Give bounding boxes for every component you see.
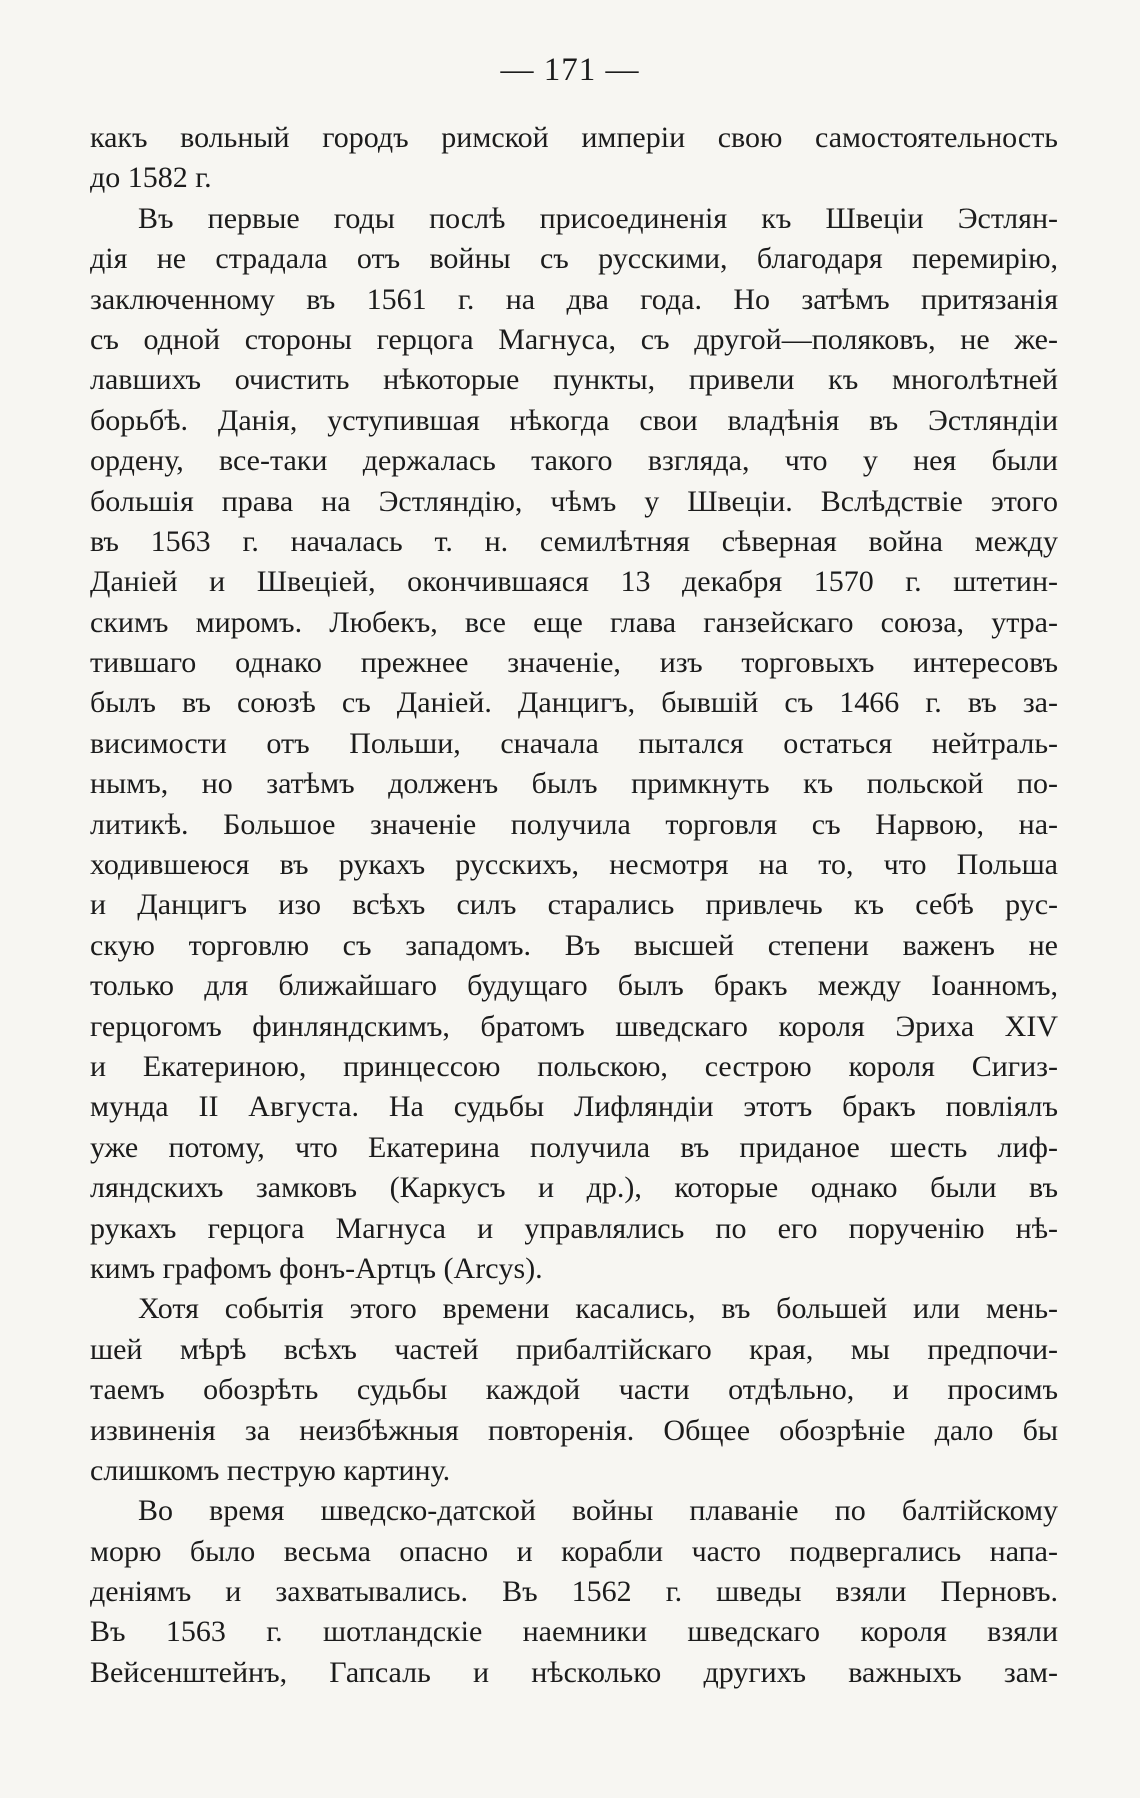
text-line: скую торговлю съ западомъ. Въ высшей степени важенъ не <box>90 928 1058 962</box>
page-number: — 171 — <box>500 52 640 88</box>
paragraph <box>90 118 1058 199</box>
text-line: съ одной стороны герцога Магнуса, съ другой—поляковъ, не же- <box>90 322 1058 356</box>
text-line: мунда II Августа. На судьбы Лифляндіи этотъ бракъ повліялъ <box>90 1090 1058 1124</box>
text-line: Во время шведско-датской войны плаваніе по балтійскому <box>138 1494 1058 1528</box>
text-line: висимости отъ Польши, сначала пытался остаться нейтраль- <box>90 726 1058 760</box>
paragraph <box>90 1289 1058 1491</box>
text-line: литикѣ. Большое значеніе получила торговля съ Нарвою, на- <box>90 807 1058 841</box>
text-line: заключенному въ 1561 г. на два года. Но затѣмъ притязанія <box>90 282 1058 316</box>
paragraph <box>90 199 1058 1290</box>
text-line: рукахъ герцога Магнуса и управлялись по его порученію нѣ- <box>90 1211 1058 1245</box>
text-line: большія права на Эстляндію, чѣмъ у Швеціи. Вслѣдствіе этого <box>90 484 1058 518</box>
text-line: таемъ обозрѣть судьбы каждой части отдѣльно, и просимъ <box>90 1373 1058 1407</box>
text-line: до 1582 г. <box>90 161 212 195</box>
text-line: извиненія за неизбѣжныя повторенія. Общее обозрѣніе дало бы <box>90 1413 1058 1447</box>
text-line: ляндскихъ замковъ (Каркусъ и др.), которые однако были въ <box>90 1171 1058 1205</box>
text-line: Даніей и Швеціей, окончившаяся 13 декабря 1570 г. штетин- <box>90 565 1058 599</box>
text-line: кимъ графомъ фонъ-Артцъ (Arcys). <box>90 1251 543 1285</box>
text-line: нымъ, но затѣмъ долженъ былъ примкнуть къ польской по- <box>90 767 1058 801</box>
text-line: дія не страдала отъ войны съ русскими, благодаря перемирію, <box>90 242 1058 276</box>
text-line: Въ 1563 г. шотландскіе наемники шведскаго короля взяли <box>90 1615 1058 1649</box>
text-line: какъ вольный городъ римской имперіи свою самостоятельность <box>90 121 1058 154</box>
text-line: скимъ миромъ. Любекъ, все еще глава ганзейскаго союза, утра- <box>90 605 1058 639</box>
text-line: лавшихъ очистить нѣкоторые пункты, привели къ многолѣтней <box>90 363 1058 397</box>
paragraph <box>90 1491 1058 1693</box>
body-text <box>90 118 1058 1693</box>
text-line: слишкомъ пеструю картину. <box>90 1453 451 1487</box>
text-line: борьбѣ. Данія, уступившая нѣкогда свои владѣнія въ Эстляндіи <box>90 403 1058 437</box>
text-line: Въ первые годы послѣ присоединенія къ Швеціи Эстлян- <box>138 201 1058 235</box>
text-line: и Данцигъ изо всѣхъ силъ старались привлечь къ себѣ рус- <box>90 888 1058 922</box>
text-line: Вейсенштейнъ, Гапсаль и нѣсколько другихъ важныхъ зам- <box>90 1655 1058 1689</box>
text-line: только для ближайшаго будущаго былъ бракъ между Іоанномъ, <box>90 969 1058 1003</box>
text-line: уже потому, что Екатерина получила въ приданое шесть лиф- <box>90 1130 1058 1164</box>
text-line: ордену, все-таки держалась такого взгляда, что у нея были <box>90 444 1058 478</box>
text-line: ходившеюся въ рукахъ русскихъ, несмотря на то, что Польша <box>90 848 1058 882</box>
text-line: герцогомъ финляндскимъ, братомъ шведскаго короля Эриха XIV <box>90 1009 1058 1043</box>
text-line: деніямъ и захватывались. Въ 1562 г. шведы взяли Перновъ. <box>90 1575 1058 1609</box>
text-line: тившаго однако прежнее значеніе, изъ торговыхъ интересовъ <box>90 646 1058 680</box>
text-line: Хотя событія этого времени касались, въ большей или мень- <box>138 1292 1058 1326</box>
text-line: былъ въ союзѣ съ Даніей. Данцигъ, бывшій съ 1466 г. въ за- <box>90 686 1058 720</box>
text-line: морю было весьма опасно и корабли часто подвергались напа- <box>90 1534 1058 1568</box>
text-line: шей мѣрѣ всѣхъ частей прибалтійскаго края, мы предпочи- <box>90 1332 1058 1366</box>
text-line: и Екатериною, принцессою польскою, сестрою короля Сигиз- <box>90 1049 1058 1083</box>
text-line: въ 1563 г. началась т. н. семилѣтняя сѣверная война между <box>90 524 1058 558</box>
